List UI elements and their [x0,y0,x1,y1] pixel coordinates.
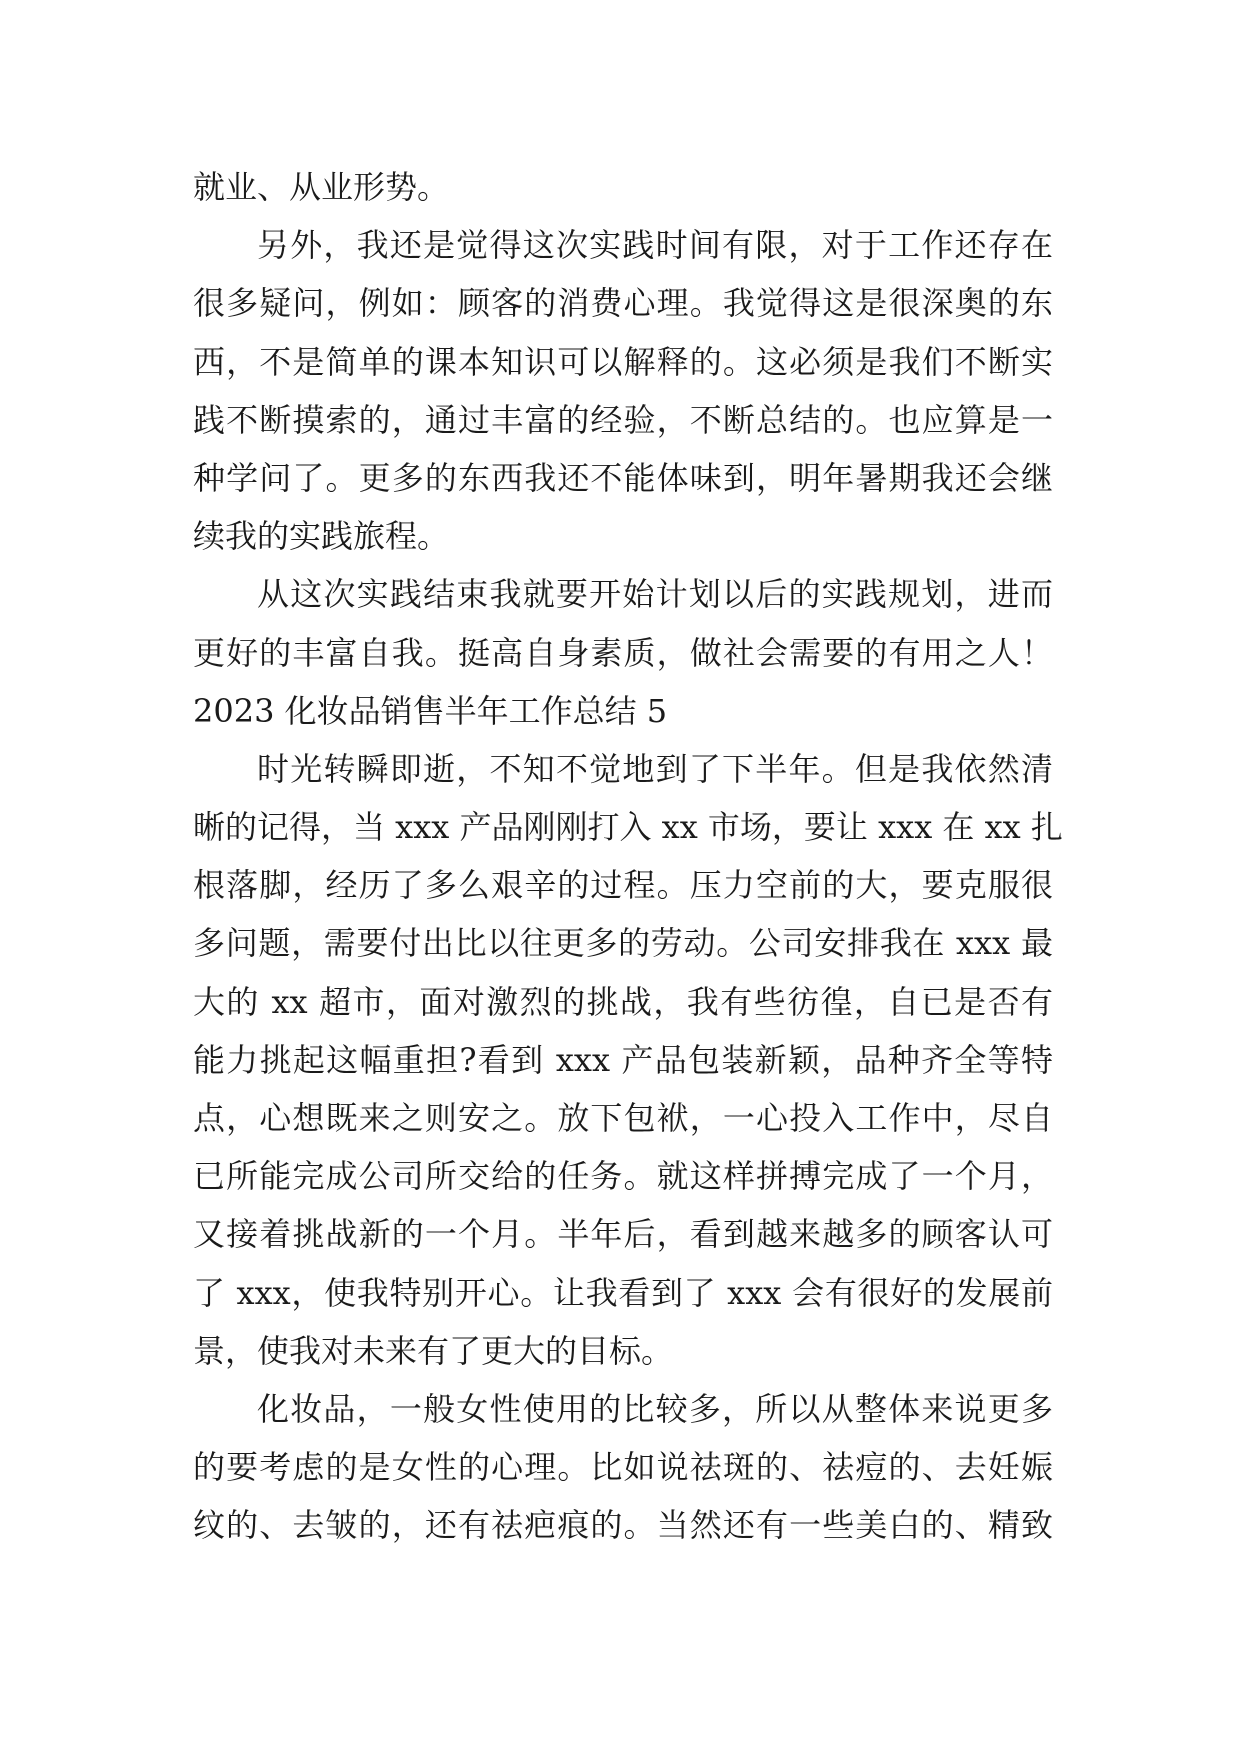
text-line: 续我的实践旅程。 [193,517,450,556]
section-heading: 2023 化妆品销售半年工作总结 5 [193,691,668,730]
text-line: 大的 xx 超市，面对激烈的挑战，我有些彷徨，自已是否有 [193,982,1053,1021]
paragraph-first-line: 从这次实践结束我就要开始计划以后的实践规划，进而 [257,575,1053,614]
text-line: 已所能完成公司所交给的任务。就这样拼搏完成了一个月， [193,1157,1053,1196]
text-line: 点，心想既来之则安之。放下包袱，一心投入工作中，尽自 [193,1099,1053,1137]
text-line: 很多疑问，例如：顾客的消费心理。我觉得这是很深奥的东 [193,284,1053,323]
text-line: 践不断摸索的，通过丰富的经验，不断总结的。也应算是一 [193,400,1053,439]
text-line: 西，不是简单的课本知识可以解释的。这必须是我们不断实 [193,342,1053,381]
text-line: 更好的丰富自我。挺高自身素质，做社会需要的有用之人！ [193,633,1053,672]
document-body [193,158,1063,1555]
paragraph-first-line: 另外，我还是觉得这次实践时间有限，对于工作还存在 [257,226,1053,265]
paragraph-first-line: 时光转瞬即逝，不知不觉地到了下半年。但是我依然清 [257,749,1053,788]
text-line: 就业、从业形势。 [193,168,450,206]
text-line: 能力挑起这幅重担?看到 xxx 产品包装新颖，品种齐全等特 [193,1040,1053,1079]
text-line: 景，使我对未来有了更大的目标。 [193,1331,674,1370]
text-line: 了 xxx，使我特别开心。让我看到了 xxx 会有很好的发展前 [193,1273,1053,1312]
text-line: 纹的、去皱的，还有祛疤痕的。当然还有一些美白的、精致 [193,1506,1053,1545]
paragraph-first-line: 化妆品，一般女性使用的比较多，所以从整体来说更多 [257,1389,1053,1428]
text-line: 的要考虑的是女性的心理。比如说祛斑的、祛痘的、去妊娠 [193,1448,1053,1487]
text-line: 晰的记得，当 xxx 产品刚刚打入 xx 市场，要让 xxx 在 xx 扎 [193,808,1063,847]
text-line: 多问题，需要付出比以往更多的劳动。公司安排我在 xxx 最 [193,924,1053,963]
text-line: 又接着挑战新的一个月。半年后，看到越来越多的顾客认可 [193,1215,1053,1254]
text-line: 种学问了。更多的东西我还不能体味到，明年暑期我还会继 [193,458,1053,497]
text-line: 根落脚，经历了多么艰辛的过程。压力空前的大，要克服很 [193,866,1053,905]
